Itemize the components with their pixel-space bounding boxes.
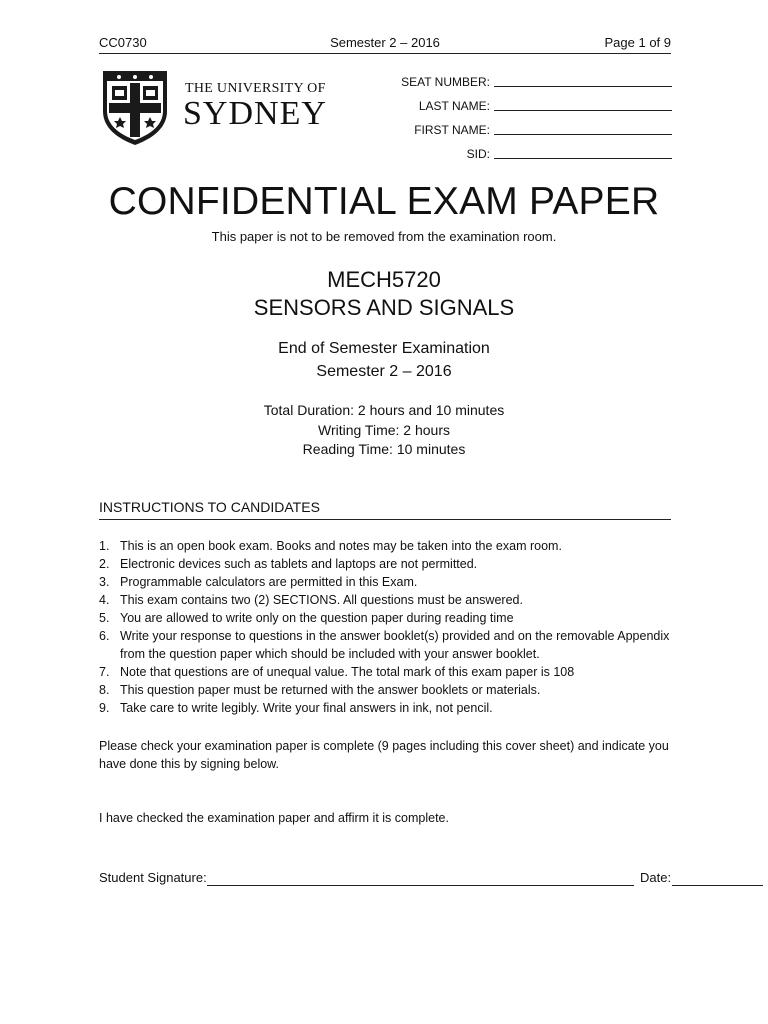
seat-number-field[interactable]: [380, 72, 672, 96]
course-name: SENSORS AND SIGNALS: [253, 295, 515, 320]
last-name-line[interactable]: [494, 110, 672, 111]
university-logo: [99, 67, 329, 147]
signature-row: [99, 870, 671, 888]
item-text: Write your response to questions in the answer booklet(s) provided and on the removable Appendix from the question paper which should be included with your answer booklet.: [120, 629, 670, 661]
item-text: Electronic devices such as tablets and laptops are not permitted.: [120, 557, 478, 571]
exam-type: End of Semester Examination: [278, 340, 490, 357]
item-number: 7.: [99, 665, 110, 679]
item-text: Take care to write legibly. Write your final answers in ink, not pencil.: [120, 701, 493, 715]
candidate-fields: [380, 72, 672, 168]
seat-number-label: SEAT NUMBER:: [401, 75, 490, 89]
item-number: 9.: [99, 701, 110, 715]
affirmation-text: I have checked the examination paper and affirm it is complete.: [99, 811, 449, 825]
list-item: [99, 681, 671, 699]
item-number: 1.: [99, 539, 110, 553]
item-number: 3.: [99, 575, 110, 589]
instructions-list: [99, 537, 671, 717]
instructions-heading: [99, 499, 671, 520]
seat-number-line[interactable]: [494, 86, 672, 87]
page-header: [99, 33, 671, 54]
item-text: Programmable calculators are permitted in this Exam.: [120, 575, 418, 589]
date-label: Date:: [640, 870, 672, 885]
page-title: CONFIDENTIAL EXAM PAPER: [108, 180, 660, 223]
university-crest-icon: [99, 67, 171, 147]
item-number: 8.: [99, 683, 110, 697]
item-text: This exam contains two (2) SECTIONS. All questions must be answered.: [120, 593, 523, 607]
sid-label: SID:: [466, 147, 490, 161]
item-text: This is an open book exam. Books and notes may be taken into the exam room.: [120, 539, 562, 553]
list-item: [99, 627, 671, 663]
list-item: [99, 591, 671, 609]
course-code: MECH5720: [327, 267, 441, 292]
first-name-field[interactable]: [380, 120, 672, 144]
date-line[interactable]: [672, 885, 763, 886]
item-number: 4.: [99, 593, 110, 607]
item-number: 5.: [99, 611, 110, 625]
list-item: [99, 555, 671, 573]
list-item: [99, 609, 671, 627]
signature-line[interactable]: [207, 885, 634, 886]
completeness-check-text: Please check your examination paper is complete (9 pages including this cover sheet) and indicate you have done this by signing below.: [99, 739, 669, 771]
header-semester: Semester 2 – 2016: [330, 35, 440, 50]
sid-field[interactable]: [380, 144, 672, 168]
university-name-line2: SYDNEY: [183, 95, 327, 132]
exam-semester: Semester 2 – 2016: [316, 363, 452, 380]
item-text: You are allowed to write only on the question paper during reading time: [120, 611, 514, 625]
first-name-line[interactable]: [494, 134, 672, 135]
item-number: 2.: [99, 557, 110, 571]
instructions-heading-text: INSTRUCTIONS TO CANDIDATES: [99, 499, 320, 515]
first-name-label: FIRST NAME:: [414, 123, 490, 137]
last-name-label: LAST NAME:: [418, 99, 490, 113]
item-text: Note that questions are of unequal value. The total mark of this exam paper is 108: [120, 665, 575, 679]
sid-line[interactable]: [494, 158, 672, 159]
last-name-field[interactable]: [380, 96, 672, 120]
item-number: 6.: [99, 629, 110, 643]
list-item: [99, 573, 671, 591]
signature-label: Student Signature:: [99, 870, 207, 885]
reading-time: Reading Time: 10 minutes: [302, 441, 466, 457]
list-item: [99, 699, 671, 717]
header-page-number: Page 1 of 9: [604, 35, 671, 50]
list-item: [99, 537, 671, 555]
page-subtitle: This paper is not to be removed from the examination room.: [211, 229, 557, 244]
header-code: CC0730: [99, 35, 147, 50]
writing-time: Writing Time: 2 hours: [317, 422, 450, 438]
total-duration: Total Duration: 2 hours and 10 minutes: [263, 402, 505, 418]
list-item: [99, 663, 671, 681]
university-name-line1: THE UNIVERSITY OF: [185, 81, 326, 96]
item-text: This question paper must be returned with the answer booklets or materials.: [120, 683, 541, 697]
